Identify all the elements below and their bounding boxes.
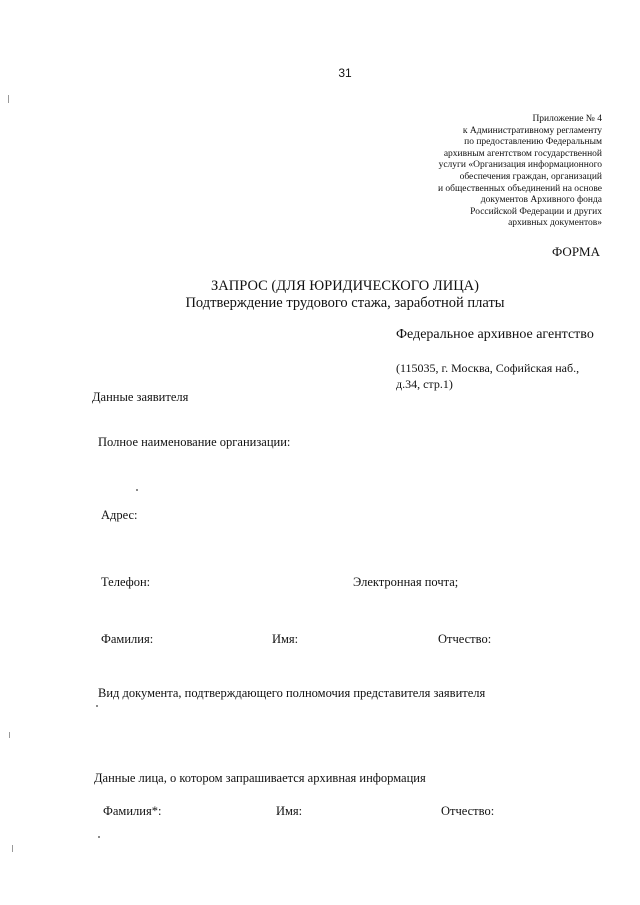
document-title (0, 278, 640, 312)
address-label: Адрес: (101, 508, 138, 522)
subject-patronymic-label: Отчество: (441, 804, 495, 818)
appendix-line: Приложение № 4 (532, 114, 602, 124)
appendix-line: услуги «Организация информационного (438, 160, 602, 171)
org-name-label: Полное наименование организации: (98, 435, 291, 449)
appendix-line: к Административному регламенту (462, 125, 602, 136)
email-label: Электронная почта; (353, 575, 459, 589)
appendix-line: Российской Федерации и других (470, 206, 602, 217)
addressee-address: (115035, г. Москва, Софийская наб., д.34, стр.1) (396, 361, 580, 391)
appendix-line: архивным агентством государственной (443, 148, 602, 159)
scan-artifact (136, 489, 138, 491)
appendix-line: и общественных объединений на основе (437, 183, 602, 194)
authority-document-label: Вид документа, подтверждающего полномочия представителя заявителя (98, 686, 486, 700)
appendix-note (438, 114, 602, 230)
appendix-line: архивных документов» (508, 218, 602, 229)
page-number: 31 (338, 66, 352, 80)
scan-artifact (8, 95, 9, 103)
title-line-1: ЗАПРОС (ДЛЯ ЮРИДИЧЕСКОГО ЛИЦА) (211, 278, 479, 294)
scan-artifact (96, 705, 98, 707)
subject-section-title: Данные лица, о котором запрашивается архивная информация (94, 771, 426, 785)
phone-label: Телефон: (101, 575, 151, 589)
subject-name-label: Имя: (276, 804, 303, 818)
scan-artifact (9, 732, 10, 738)
scan-artifact (12, 845, 13, 852)
appendix-line: по предоставлению Федеральным (464, 137, 602, 148)
applicant-surname-label: Фамилия: (101, 632, 154, 646)
applicant-patronymic-label: Отчество: (438, 632, 492, 646)
subject-surname-label: Фамилия*: (103, 804, 162, 818)
appendix-line: обеспечения граждан, организаций (459, 171, 602, 182)
applicant-name-label: Имя: (272, 632, 299, 646)
addressee-name: Федеральное архивное агентство (396, 327, 594, 342)
title-line-2: Подтверждение трудового стажа, заработной платы (185, 295, 505, 311)
scan-artifact (98, 836, 100, 838)
appendix-line: документов Архивного фонда (480, 195, 602, 206)
form-label: ФОРМА (552, 244, 600, 259)
applicant-section-title: Данные заявителя (92, 390, 189, 404)
